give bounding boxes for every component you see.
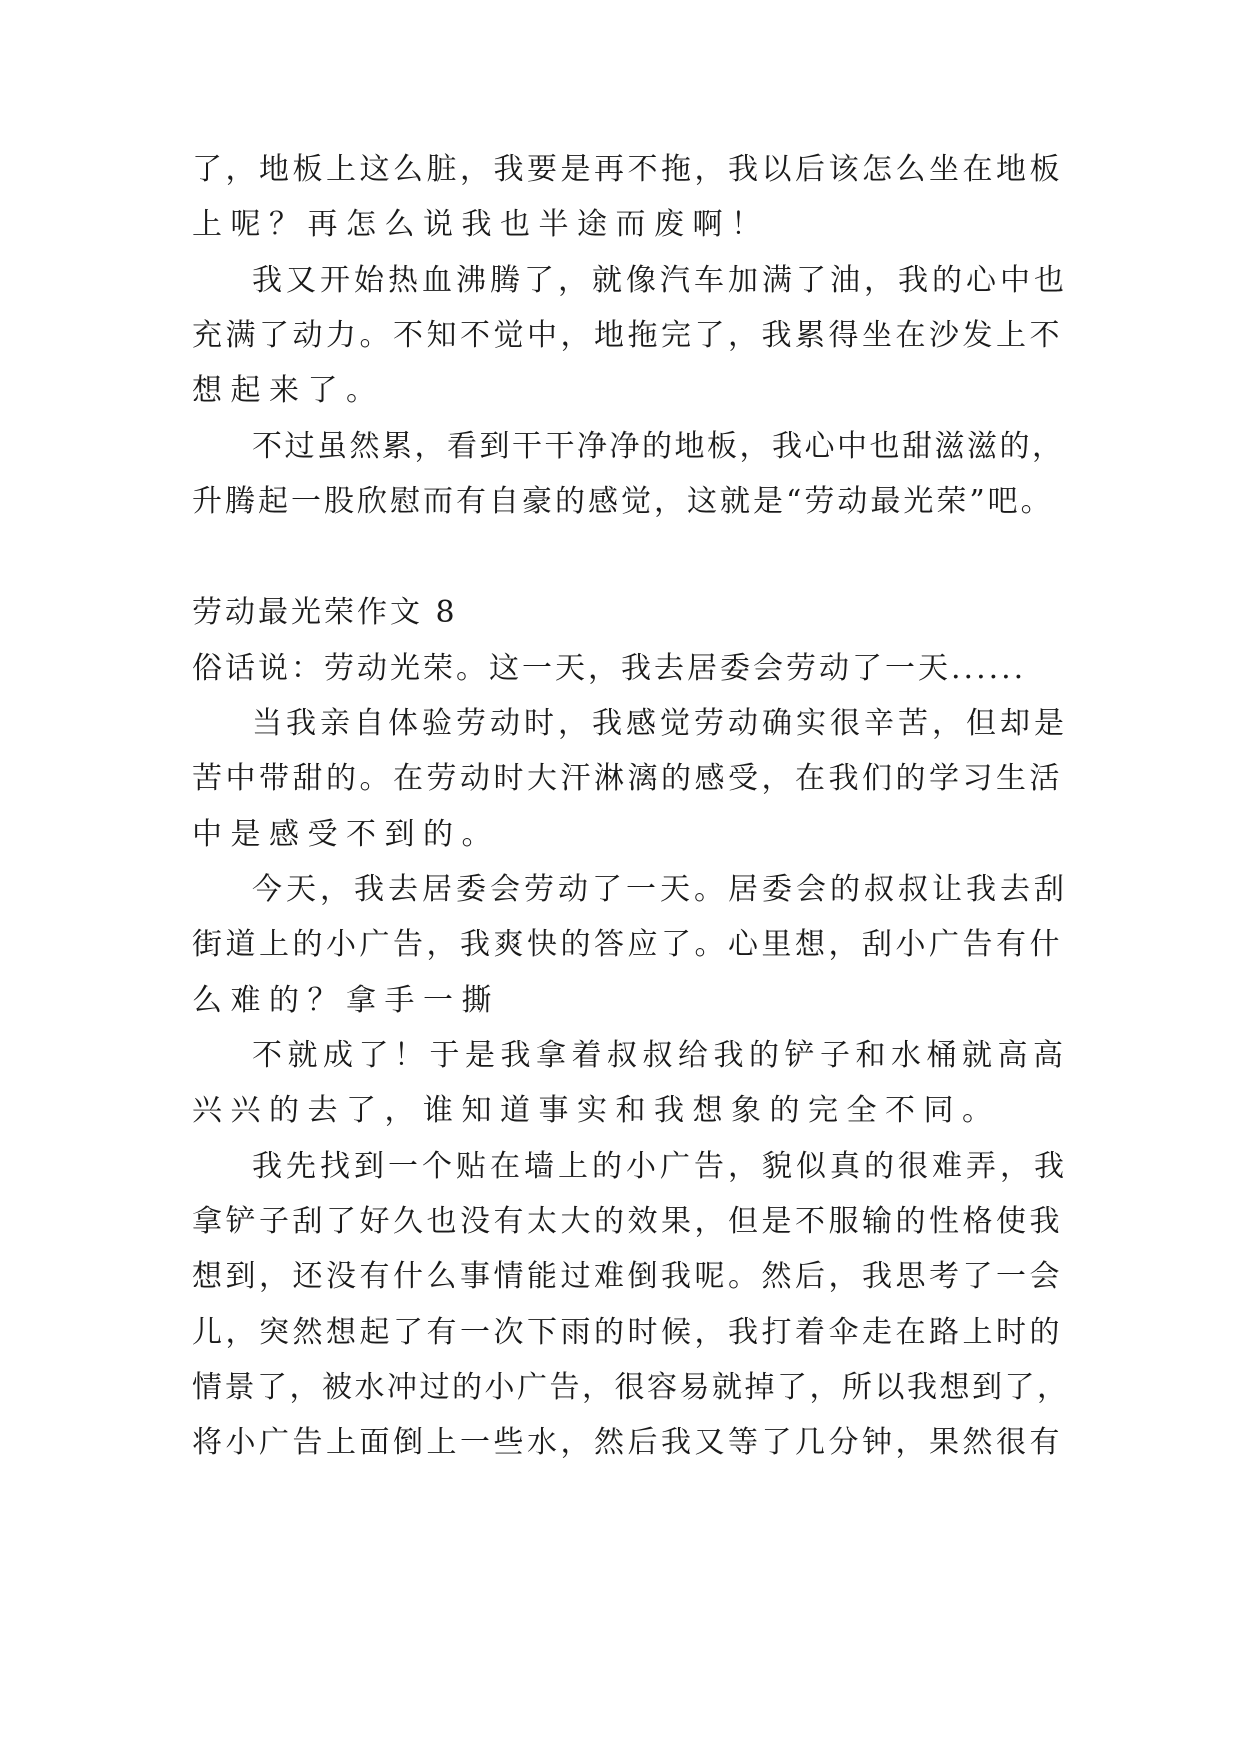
text-line: 想到，还没有什么事情能过难倒我呢。然后，我思考了一会: [192, 1259, 1063, 1294]
text-line: 我又开始热血沸腾了，就像汽车加满了油，我的心中也: [252, 263, 1068, 298]
text-line: 充满了动力。不知不觉中，地拖完了，我累得坐在沙发上不: [192, 318, 1063, 353]
text-line: 兴兴的去了，谁知道事实和我想象的完全不同。: [192, 1093, 1001, 1128]
text-line: 儿，突然想起了有一次下雨的时候，我打着伞走在路上时的: [192, 1315, 1063, 1350]
text-line: 今天，我去居委会劳动了一天。居委会的叔叔让我去刮: [252, 872, 1068, 907]
text-line: 情景了，被水冲过的小广告，很容易就掉了，所以我想到了，: [192, 1370, 1070, 1405]
text-line: 俗话说：劳动光荣。这一天，我去居委会劳动了一天......: [192, 651, 1027, 686]
text-line: 将小广告上面倒上一些水，然后我又等了几分钟，果然很有: [192, 1425, 1063, 1460]
text-line: 了，地板上这么脏，我要是再不拖，我以后该怎么坐在地板: [192, 152, 1063, 187]
text-line: 街道上的小广告，我爽快的答应了。心里想，刮小广告有什: [192, 927, 1063, 962]
text-line: 中是感受不到的。: [192, 817, 500, 852]
text-line: 升腾起一股欣慰而有自豪的感觉，这就是“劳动最光荣”吧。: [192, 484, 1054, 519]
text-line: 想起来了。: [192, 373, 385, 408]
text-line: 当我亲自体验劳动时，我感觉劳动确实很辛苦，但却是: [252, 706, 1068, 741]
text-line: 苦中带甜的。在劳动时大汗淋漓的感受，在我们的学习生活: [192, 761, 1063, 796]
section-heading: 劳动最光荣作文 8: [192, 595, 458, 630]
text-line: 不过虽然累，看到干干净净的地板，我心中也甜滋滋的，: [252, 429, 1065, 464]
text-line: 上呢？再怎么说我也半途而废啊！: [192, 207, 770, 242]
text-line: 拿铲子刮了好久也没有太大的效果，但是不服输的性格使我: [192, 1204, 1063, 1239]
text-line: 我先找到一个贴在墙上的小广告，貌似真的很难弄，我: [252, 1149, 1068, 1184]
text-line: 么难的？拿手一撕: [192, 983, 500, 1018]
text-line: 不就成了！于是我拿着叔叔给我的铲子和水桶就高高: [252, 1038, 1069, 1073]
